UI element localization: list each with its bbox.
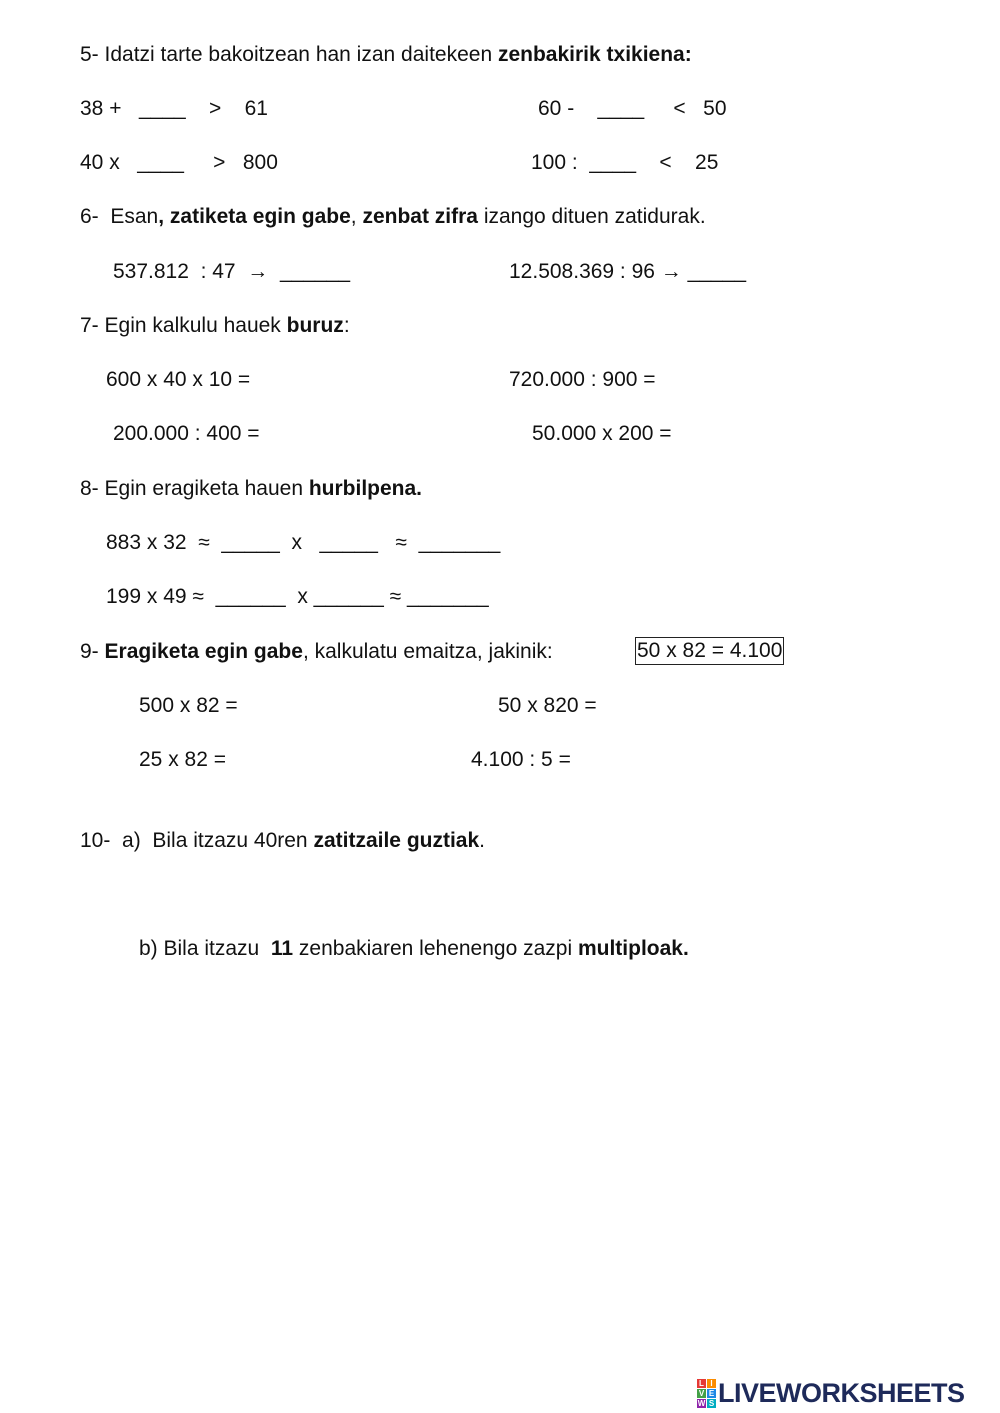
liveworksheets-logo [697, 1378, 965, 1408]
q9-row1-right: 50 x 820 = [498, 694, 597, 717]
q9-row2-right: 4.100 : 5 = [471, 748, 571, 771]
logo-mark-cell: L [697, 1379, 706, 1388]
q6-right: 12.508.369 : 96 → _____ [509, 260, 747, 283]
q9-heading: 9- Eragiketa egin gabe, kalkulatu emaitza, jakinik: [80, 640, 553, 663]
q9-row1-left: 500 x 82 = [139, 694, 238, 717]
q9-given-box: 50 x 82 = 4.100 [635, 637, 784, 665]
logo-mark-cell: E [708, 1388, 715, 1398]
q7-heading: 7- Egin kalkulu hauek buruz: [80, 314, 350, 337]
q8-row2: 199 x 49 ≈ ______ x ______ ≈ _______ [106, 585, 489, 608]
q7-row2-left: 200.000 : 400 = [113, 422, 260, 445]
q5-heading: 5- Idatzi tarte bakoitzean han izan daitekeen zenbakirik txikiena: [80, 43, 692, 66]
q6-left: 537.812 : 47 → ______ [113, 260, 351, 283]
q7-row2-right: 50.000 x 200 = [532, 422, 672, 445]
logo-mark-cell: V [698, 1388, 705, 1398]
q5-row1-right: 60 - ____ < 50 [538, 97, 727, 120]
q9-row2-left: 25 x 82 = [139, 748, 226, 771]
q7-row1-left: 600 x 40 x 10 = [106, 368, 251, 391]
q8-heading: 8- Egin eragiketa hauen hurbilpena. [80, 477, 423, 500]
q5-row1-left: 38 + ____ > 61 [80, 97, 268, 120]
q10-a: 10- a) Bila itzazu 40ren zatitzaile guztiak. [80, 829, 485, 852]
q10-b: b) Bila itzazu 11 zenbakiaren lehenengo zazpi multiploak. [139, 937, 689, 960]
liveworksheets-logo-icon [697, 1379, 716, 1408]
q5-row2-right: 100 : ____ < 25 [531, 151, 719, 174]
q6-heading: 6- Esan, zatiketa egin gabe, zenbat zifra izango dituen zatidurak. [80, 205, 706, 228]
logo-mark-cell: I [707, 1379, 716, 1388]
q7-row1-right: 720.000 : 900 = [509, 368, 656, 391]
q5-row2-left: 40 x ____ > 800 [80, 151, 278, 174]
liveworksheets-logo-text: LIVEWORKSHEETS [718, 1377, 965, 1408]
q8-row1: 883 x 32 ≈ _____ x _____ ≈ _______ [106, 531, 501, 554]
logo-mark-cell: S [708, 1398, 715, 1408]
logo-mark-cell: W [697, 1398, 706, 1408]
